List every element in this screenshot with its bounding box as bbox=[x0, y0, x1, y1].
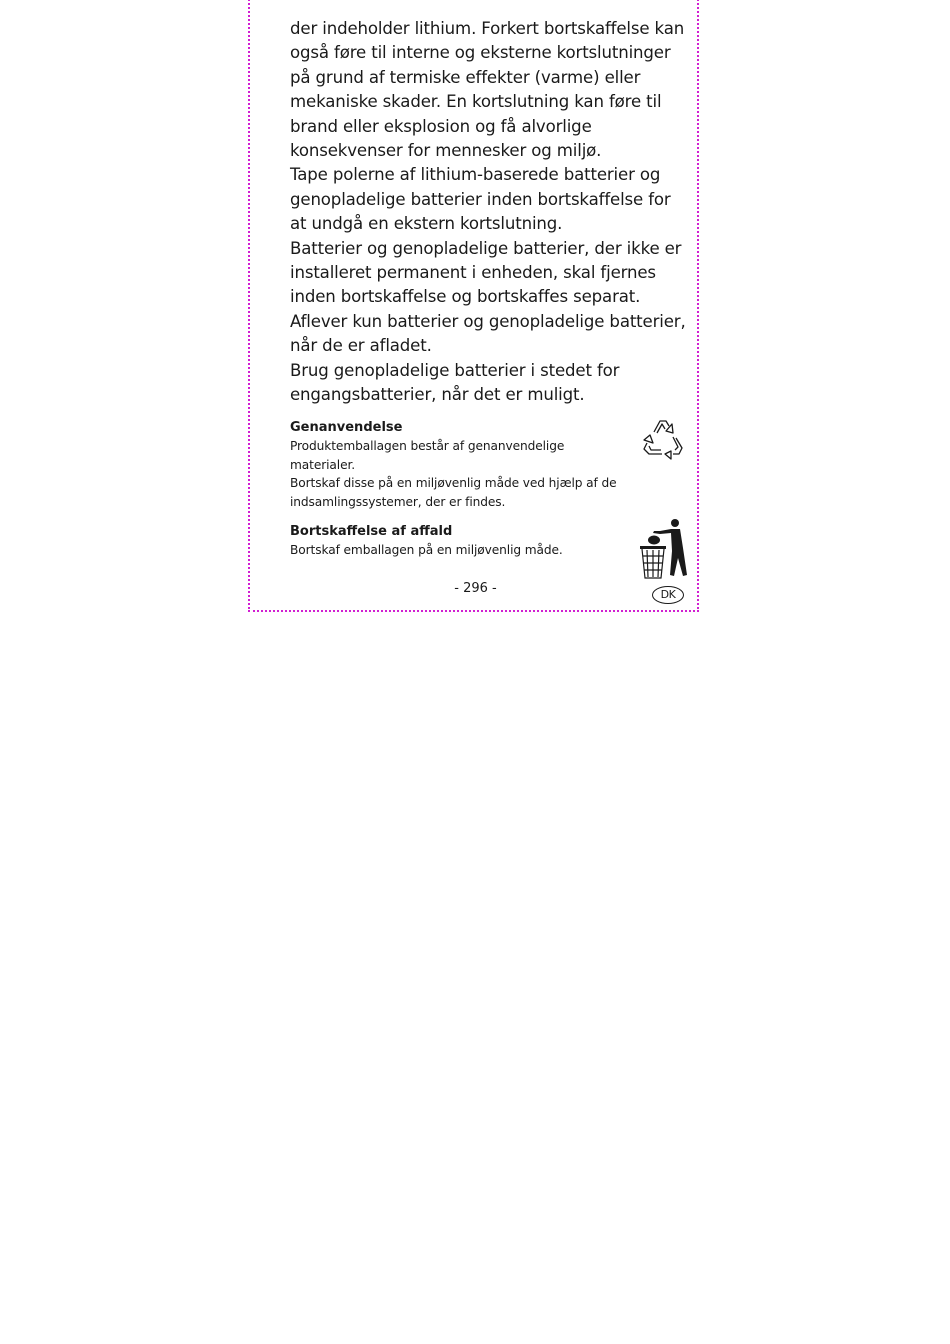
recycling-text: Produktemballagen består af genanvendelige materialer. bbox=[290, 439, 565, 472]
manual-page bbox=[248, 0, 699, 612]
paragraph: Tape polerne af lithium-baserede batterier og genopladelige batterier inden bortskaffelse for at undgå en ekstern kortslutning. bbox=[290, 165, 671, 234]
recycle-icon bbox=[638, 416, 686, 462]
recycling-section bbox=[290, 419, 630, 512]
paragraph: Batterier og genopladelige batterier, der ikke er installeret permanent i enheden, skal fjernes inden bortskaffelse og bortskaffes separat. bbox=[290, 238, 682, 307]
paragraph: Brug genopladelige batterier i stedet for engangsbatterier, når det er muligt. bbox=[290, 360, 620, 405]
recycling-title: Genanvendelse bbox=[290, 420, 403, 435]
page-number: - 296 - bbox=[454, 581, 497, 596]
disposal-section bbox=[290, 523, 630, 560]
paragraph: der indeholder lithium. Forkert bortskaffelse kan også føre til interne og eksterne kortslutninger på grund af termiske effekter (varme) eller mekaniske skader. En kortslutning kan føre til brand eller eksplosion og få alvorlige konsekvenser for mennesker og miljø. bbox=[290, 19, 685, 161]
battery-disposal-text bbox=[290, 17, 686, 408]
disposal-text: Bortskaf emballagen på en miljøvenlig måde. bbox=[290, 543, 563, 557]
tidyman-bin-icon bbox=[638, 518, 688, 582]
recycling-text: Bortskaf disse på en miljøvenlig måde ved hjælp af de indsamlingssystemer, der er findes. bbox=[290, 476, 617, 510]
language-badge: DK bbox=[652, 586, 684, 604]
disposal-title: Bortskaffelse af affald bbox=[290, 524, 453, 539]
paragraph: Aflever kun batterier og genopladelige batterier, når de er afladet. bbox=[290, 311, 686, 356]
